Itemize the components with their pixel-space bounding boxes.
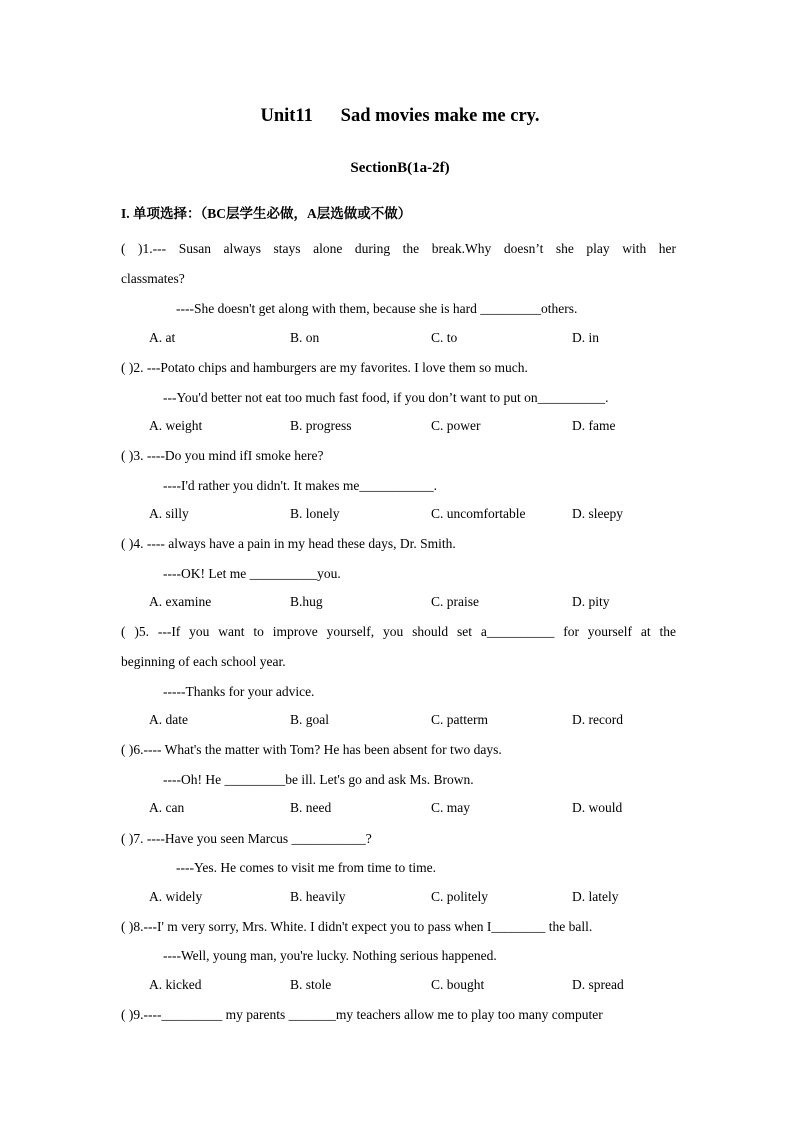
question-2-option-a: A. weight	[149, 418, 203, 433]
question-7-option-c: C. politely	[431, 889, 488, 904]
question-1-stem: ( )1.--- Susan always stays alone during the break.Why doesn’t she play with her	[121, 241, 676, 256]
question-9-stem: ( )9.----_________ my parents _______my teachers allow me to play too many computer	[121, 1007, 603, 1022]
question-7-option-a: A. widely	[149, 889, 203, 904]
question-6-option-a: A. can	[149, 800, 185, 815]
question-4-option-d: D. pity	[572, 594, 610, 609]
question-7-reply: ----Yes. He comes to visit me from time to time.	[176, 860, 436, 875]
question-3-option-a: A. silly	[149, 506, 189, 521]
question-5-option-b: B. goal	[290, 712, 329, 727]
question-8-reply: ----Well, young man, you're lucky. Nothing serious happened.	[163, 948, 497, 963]
question-2-option-b: B. progress	[290, 418, 352, 433]
question-1-stem-continued: classmates?	[121, 271, 185, 286]
question-3-reply: ----I'd rather you didn't. It makes me___________.	[163, 478, 438, 493]
question-3-option-b: B. lonely	[290, 506, 340, 521]
question-4-stem: ( )4. ---- always have a pain in my head these days, Dr. Smith.	[121, 536, 456, 551]
question-7-option-b: B. heavily	[290, 889, 346, 904]
question-4-reply: ----OK! Let me __________you.	[163, 566, 341, 581]
question-8-option-d: D. spread	[572, 977, 624, 992]
question-5-option-a: A. date	[149, 712, 188, 727]
question-8-stem: ( )8.---I' m very sorry, Mrs. White. I didn't expect you to pass when I________ the ball.	[121, 919, 593, 934]
question-6-stem: ( )6.---- What's the matter with Tom? He has been absent for two days.	[121, 742, 502, 757]
question-7-option-d: D. lately	[572, 889, 619, 904]
question-1-option-b: B. on	[290, 330, 320, 345]
question-6-reply: ----Oh! He _________be ill. Let's go and ask Ms. Brown.	[163, 772, 474, 787]
question-5-option-d: D. record	[572, 712, 623, 727]
question-5-stem-continued: beginning of each school year.	[121, 654, 286, 669]
question-2-option-d: D. fame	[572, 418, 616, 433]
question-1-reply: ----She doesn't get along with them, because she is hard _________others.	[176, 301, 578, 316]
question-5-reply: -----Thanks for your advice.	[163, 684, 315, 699]
question-2-stem: ( )2. ---Potato chips and hamburgers are my favorites. I love them so much.	[121, 360, 528, 375]
question-8-option-b: B. stole	[290, 977, 332, 992]
question-8-option-a: A. kicked	[149, 977, 202, 992]
question-1-option-c: C. to	[431, 330, 458, 345]
question-5-option-c: C. patterm	[431, 712, 488, 727]
question-3-option-c: C. uncomfortable	[431, 506, 526, 521]
question-6-option-c: C. may	[431, 800, 470, 815]
question-2-option-c: C. power	[431, 418, 481, 433]
question-4-option-c: C. praise	[431, 594, 479, 609]
question-3-stem: ( )3. ----Do you mind ifI smoke here?	[121, 448, 324, 463]
question-1-option-a: A. at	[149, 330, 176, 345]
question-2-reply: ---You'd better not eat too much fast food, if you don’t want to put on__________.	[163, 390, 609, 405]
question-7-stem: ( )7. ----Have you seen Marcus ___________?	[121, 831, 372, 846]
section-heading: I. 单项选择：（BC层学生必做，A层选做或不做）	[121, 206, 412, 221]
question-6-option-d: D. would	[572, 800, 623, 815]
question-5-stem: ( )5. ---If you want to improve yourself, you should set a__________ for yourself at the	[121, 624, 676, 639]
question-4-option-a: A. examine	[149, 594, 212, 609]
page-title: Unit11 Sad movies make me cry.	[260, 106, 540, 126]
page-subtitle: SectionB(1a-2f)	[350, 160, 450, 176]
question-3-option-d: D. sleepy	[572, 506, 623, 521]
question-6-option-b: B. need	[290, 800, 332, 815]
question-1-option-d: D. in	[572, 330, 599, 345]
question-8-option-c: C. bought	[431, 977, 485, 992]
question-4-option-b: B.hug	[290, 594, 323, 609]
